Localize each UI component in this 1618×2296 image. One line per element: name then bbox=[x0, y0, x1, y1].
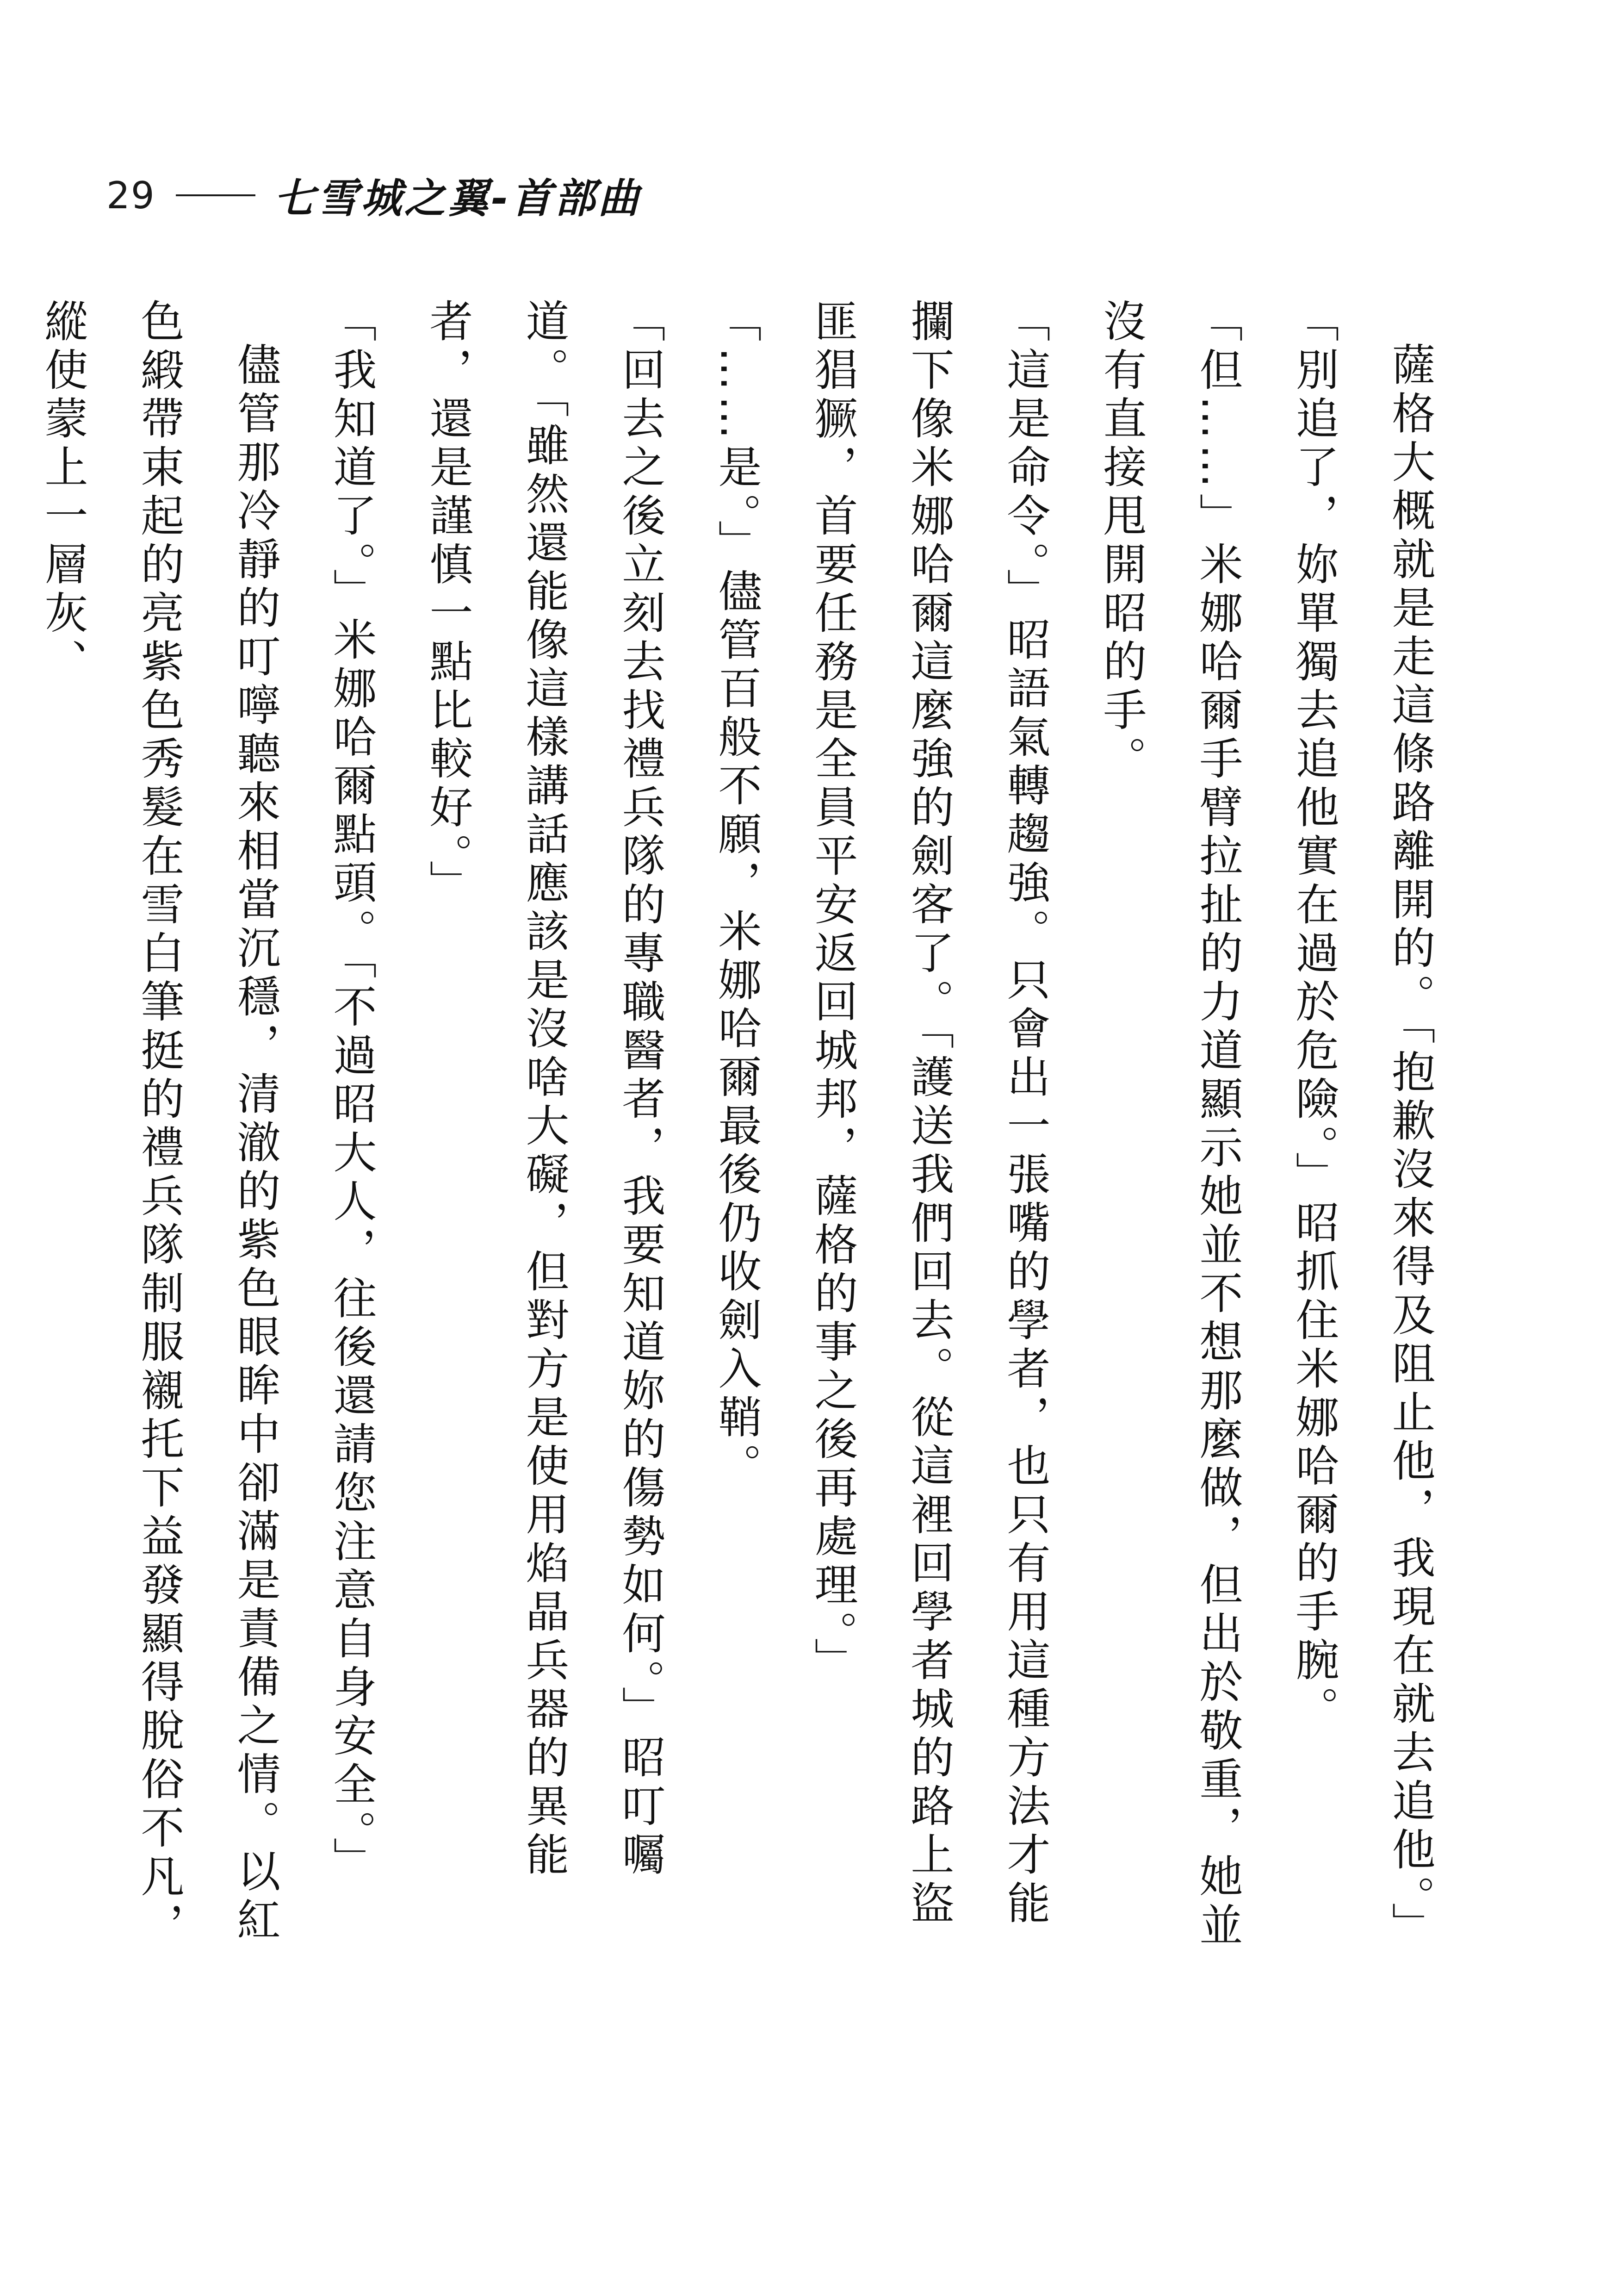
page-number: 29 bbox=[106, 174, 155, 217]
book-title: 七雪城之翼-首部曲 bbox=[273, 174, 642, 222]
paragraph: 「別追了，妳單獨去追他實在過於危險。」昭抓住米娜哈爾的手腕。 bbox=[1288, 299, 1339, 1735]
body-text bbox=[37, 299, 1457, 1972]
paragraph: 薩格大概就是走這條路離開的。「抱歉沒來得及阻止他，我現在就去追他。」 bbox=[1384, 342, 1435, 1951]
paragraph: 「但……」米娜哈爾手臂拉扯的力道顯示她並不想那麼做，但出於敬重，她並沒有直接甩開昭的手。 bbox=[1096, 299, 1242, 1951]
paragraph: 儘管那冷靜的叮嚀聽來相當沉穩，清澈的紫色眼眸中卻滿是責備之情。以紅色緞帶束起的亮紫色秀髮在雪白筆挺的禮兵隊制服襯托下益發顯得脫俗不凡，縱使蒙上一層灰、 bbox=[37, 299, 280, 1951]
paragraph: 「回去之後立刻去找禮兵隊的專職醫者，我要知道妳的傷勢如何。」昭叮囑道。「雖然還能像這樣講話應該是沒啥大礙，但對方是使用焰晶兵器的異能者，還是謹慎一點比較好。」 bbox=[422, 299, 665, 1880]
paragraph: 「我知道了。」米娜哈爾點頭。「不過昭大人，往後還請您注意自身安全。」 bbox=[326, 299, 376, 1885]
paragraph: 「這是命令。」昭語氣轉趨強。只會出一張嘴的學者，也只有用這種方法才能攔下像米娜哈爾這麼強的劍客了。「護送我們回去。從這裡回學者城的路上盜匪猖獗，首要任務是全員平安返回城邦，薩格的事之後再處理。」 bbox=[807, 299, 1050, 1929]
page-header bbox=[106, 168, 641, 223]
paragraph: 「……是。」儘管百般不願，米娜哈爾最後仍收劍入鞘。 bbox=[711, 299, 761, 1492]
header-rule bbox=[176, 194, 255, 196]
